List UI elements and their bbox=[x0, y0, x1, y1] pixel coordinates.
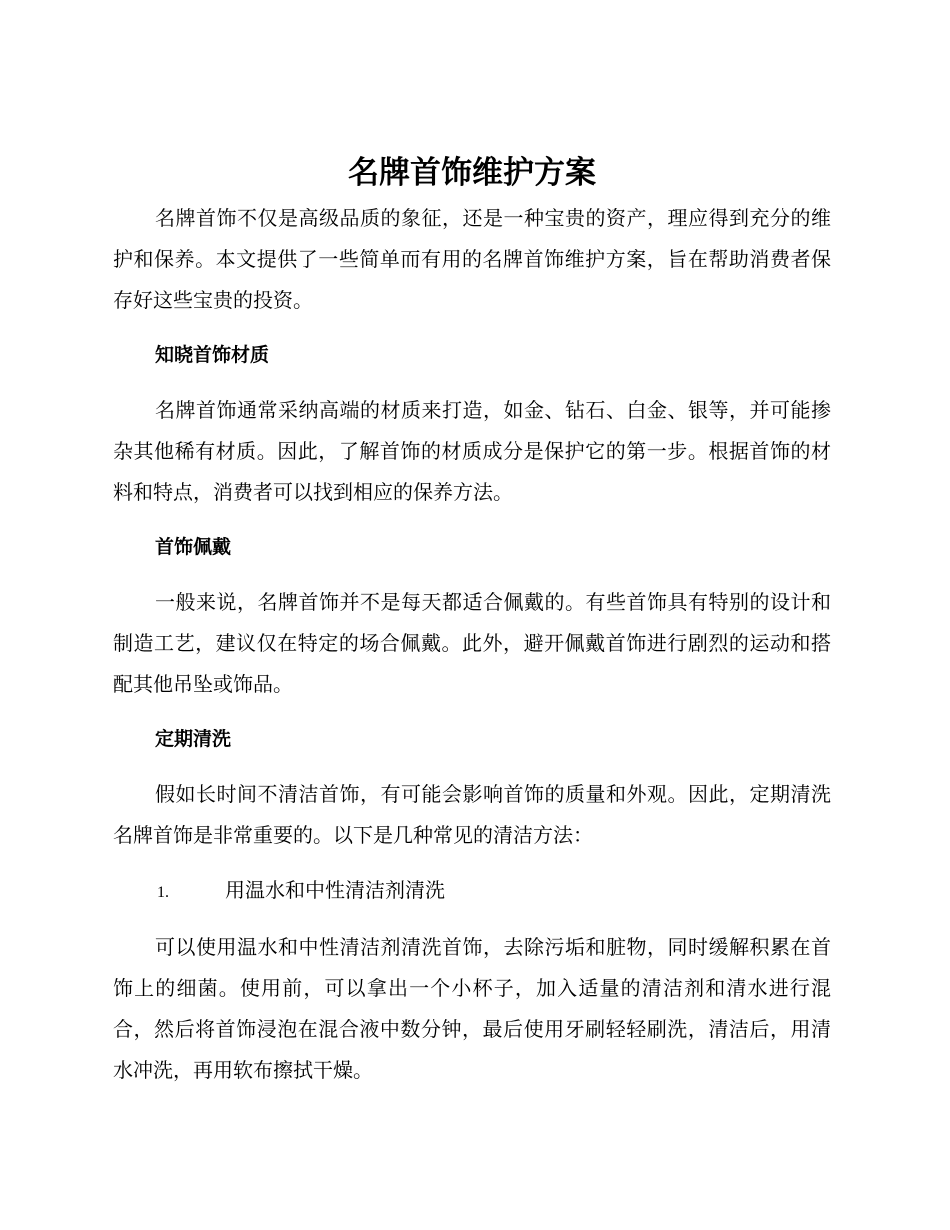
intro-paragraph: 名牌首饰不仅是高级品质的象征，还是一种宝贵的资产，理应得到充分的维护和保养。本文提供了一些简单而有用的名牌首饰维护方案，旨在帮助消费者保存好这些宝贵的投资。 bbox=[113, 206, 831, 312]
list-item-body: 可以使用温水和中性清洁剂清洗首饰，去除污垢和脏物，同时缓解积累在首饰上的细菌。使用前，可以拿出一个小杯子，加入适量的清洁剂和清水进行混合，然后将首饰浸泡在混合液中数分钟，最后使用牙刷轻轻刷洗，清洁后，用清水冲洗，再用软布擦拭干燥。 bbox=[113, 935, 831, 1082]
section-heading-wearing: 首饰佩戴 bbox=[155, 536, 232, 558]
document-page bbox=[113, 148, 831, 1091]
document-title: 名牌首饰维护方案 bbox=[348, 155, 596, 191]
section-heading-cleaning: 定期清洗 bbox=[155, 728, 232, 750]
section-heading-material: 知晓首饰材质 bbox=[155, 344, 270, 366]
section-body-material: 名牌首饰通常采纳高端的材质来打造，如金、钻石、白金、银等，并可能掺杂其他稀有材质。因此，了解首饰的材质成分是保护它的第一步。根据首饰的材料和特点，消费者可以找到相应的保养方法。 bbox=[113, 398, 831, 504]
section-body-cleaning: 假如长时间不清洁首饰，有可能会影响首饰的质量和外观。因此，定期清洗名牌首饰是非常重要的。以下是几种常见的清洁方法： bbox=[113, 782, 831, 847]
list-item-number: 1. bbox=[157, 884, 169, 901]
list-item-title: 用温水和中性清洁剂清洗 bbox=[225, 878, 445, 902]
list-item bbox=[113, 870, 831, 913]
section-body-wearing: 一般来说，名牌首饰并不是每天都适合佩戴的。有些首饰具有特别的设计和制造工艺，建议仅在特定的场合佩戴。此外，避开佩戴首饰进行剧烈的运动和搭配其他吊坠或饰品。 bbox=[113, 590, 831, 696]
